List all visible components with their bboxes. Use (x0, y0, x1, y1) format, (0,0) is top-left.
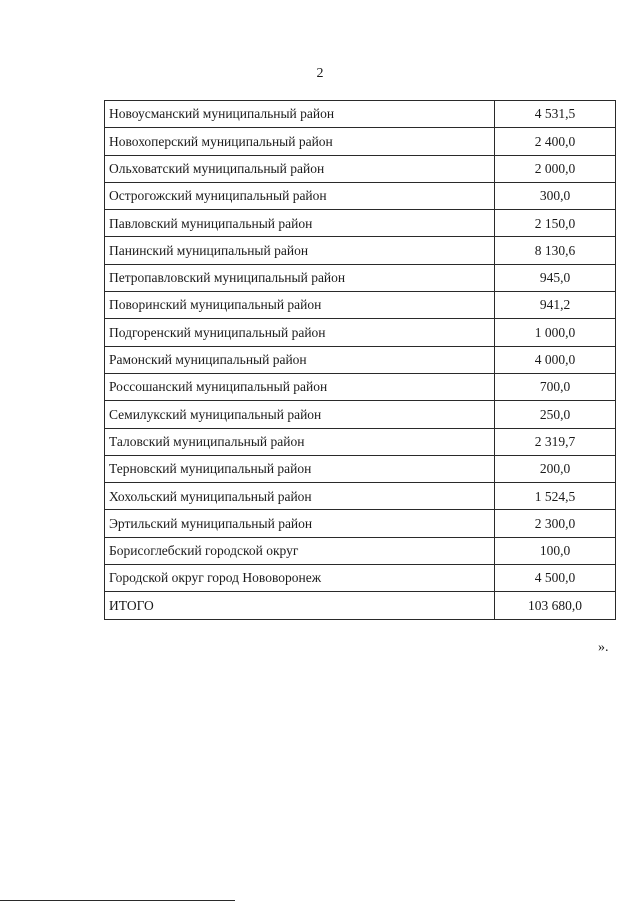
row-value: 2 300,0 (495, 510, 616, 537)
row-value: 4 531,5 (495, 101, 616, 128)
table-row (105, 565, 616, 592)
table-row (105, 319, 616, 346)
row-name: Ольховатский муниципальный район (105, 155, 495, 182)
table-row (105, 373, 616, 400)
closing-quote-mark: ». (598, 640, 609, 655)
row-value: 1 524,5 (495, 483, 616, 510)
table-row (105, 510, 616, 537)
row-value: 4 000,0 (495, 346, 616, 373)
footer-rule (0, 900, 235, 901)
row-name: Хохольский муниципальный район (105, 483, 495, 510)
row-value: 300,0 (495, 182, 616, 209)
row-name: Россошанский муниципальный район (105, 373, 495, 400)
table-row (105, 182, 616, 209)
row-value: 2 400,0 (495, 128, 616, 155)
row-value: 2 000,0 (495, 155, 616, 182)
row-value: 4 500,0 (495, 565, 616, 592)
table-row (105, 210, 616, 237)
row-name: Новохоперский муниципальный район (105, 128, 495, 155)
total-label: ИТОГО (105, 592, 495, 619)
table-row-total (105, 592, 616, 619)
row-value: 8 130,6 (495, 237, 616, 264)
row-value: 1 000,0 (495, 319, 616, 346)
row-name: Борисоглебский городской округ (105, 537, 495, 564)
row-name: Терновский муниципальный район (105, 455, 495, 482)
table-row (105, 483, 616, 510)
table-row (105, 537, 616, 564)
row-name: Семилукский муниципальный район (105, 401, 495, 428)
table-row (105, 428, 616, 455)
row-name: Таловский муниципальный район (105, 428, 495, 455)
table-row (105, 455, 616, 482)
row-name: Рамонский муниципальный район (105, 346, 495, 373)
table-row (105, 101, 616, 128)
row-name: Поворинский муниципальный район (105, 292, 495, 319)
table-row (105, 346, 616, 373)
row-name: Городской округ город Нововоронеж (105, 565, 495, 592)
row-name: Панинский муниципальный район (105, 237, 495, 264)
row-name: Подгоренский муниципальный район (105, 319, 495, 346)
row-name: Эртильский муниципальный район (105, 510, 495, 537)
row-value: 700,0 (495, 373, 616, 400)
row-value: 2 319,7 (495, 428, 616, 455)
row-name: Острогожский муниципальный район (105, 182, 495, 209)
row-value: 941,2 (495, 292, 616, 319)
page-number: 2 (316, 66, 324, 81)
row-name: Петропавловский муниципальный район (105, 264, 495, 291)
table-row (105, 128, 616, 155)
row-value: 2 150,0 (495, 210, 616, 237)
row-value: 945,0 (495, 264, 616, 291)
row-name: Павловский муниципальный район (105, 210, 495, 237)
table-row (105, 264, 616, 291)
table-row (105, 292, 616, 319)
table-row (105, 401, 616, 428)
table-row (105, 237, 616, 264)
row-value: 250,0 (495, 401, 616, 428)
table-row (105, 155, 616, 182)
row-value: 100,0 (495, 537, 616, 564)
row-value: 200,0 (495, 455, 616, 482)
row-name: Новоусманский муниципальный район (105, 101, 495, 128)
total-value: 103 680,0 (495, 592, 616, 619)
allocation-table (104, 100, 616, 620)
